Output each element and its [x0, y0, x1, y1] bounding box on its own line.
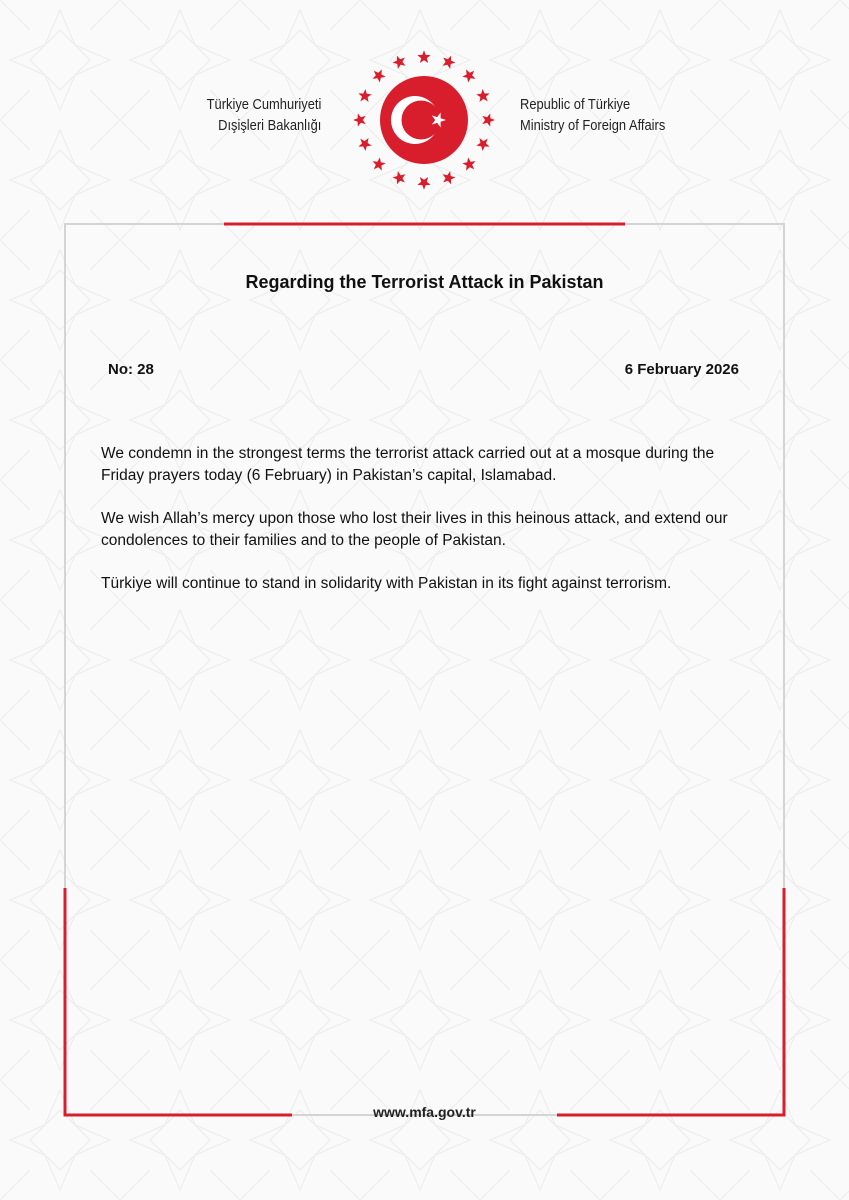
header-english-line1: Republic of Türkiye: [520, 96, 631, 113]
document-body: [101, 443, 761, 616]
emblem-star-icon: [476, 138, 489, 151]
turkish-crescent-star-emblem: [348, 47, 500, 192]
header-turkish-line1: Türkiye Cumhuriyeti: [206, 96, 321, 113]
emblem-star-icon: [417, 177, 430, 190]
document-date: 6 February 2026: [624, 361, 739, 378]
emblem-star-icon: [482, 113, 495, 126]
header-turkish-line2: Dışişleri Bakanlığı: [217, 117, 321, 134]
emblem-star-icon: [353, 113, 366, 126]
emblem-star-icon: [443, 171, 456, 184]
emblem-star-icon: [417, 50, 430, 63]
emblem-star-icon: [393, 56, 406, 69]
emblem-star-icon: [373, 69, 386, 82]
document-title: Regarding the Terrorist Attack in Pakistan: [245, 272, 604, 292]
emblem-star-icon: [443, 56, 456, 69]
document-number: No: 28: [108, 361, 154, 378]
body-paragraph: We condemn in the strongest terms the terrorist attack carried out at a mosque during the Friday prayers today (6 February) in Pakistan’s capital, Islamabad.: [101, 445, 715, 484]
header-english-line2: Ministry of Foreign Affairs: [520, 117, 666, 134]
emblem-star-icon: [462, 157, 475, 170]
header-english-name: [520, 94, 665, 136]
website-link[interactable]: www.mfa.gov.tr: [373, 1104, 476, 1120]
emblem-star-icon: [393, 171, 406, 184]
emblem-star-icon: [373, 157, 386, 170]
emblem-star-icon: [358, 89, 371, 102]
emblem-star-icon: [462, 69, 475, 82]
body-paragraph: Türkiye will continue to stand in solidarity with Pakistan in its fight against terrorism.: [101, 575, 672, 592]
emblem-star-icon: [476, 89, 489, 102]
body-paragraph: We wish Allah’s mercy upon those who lost their lives in this heinous attack, and extend our condolences to their families and to the people of Pakistan.: [101, 510, 728, 549]
header-turkish-name: [206, 94, 321, 136]
emblem-star-icon: [358, 138, 371, 151]
